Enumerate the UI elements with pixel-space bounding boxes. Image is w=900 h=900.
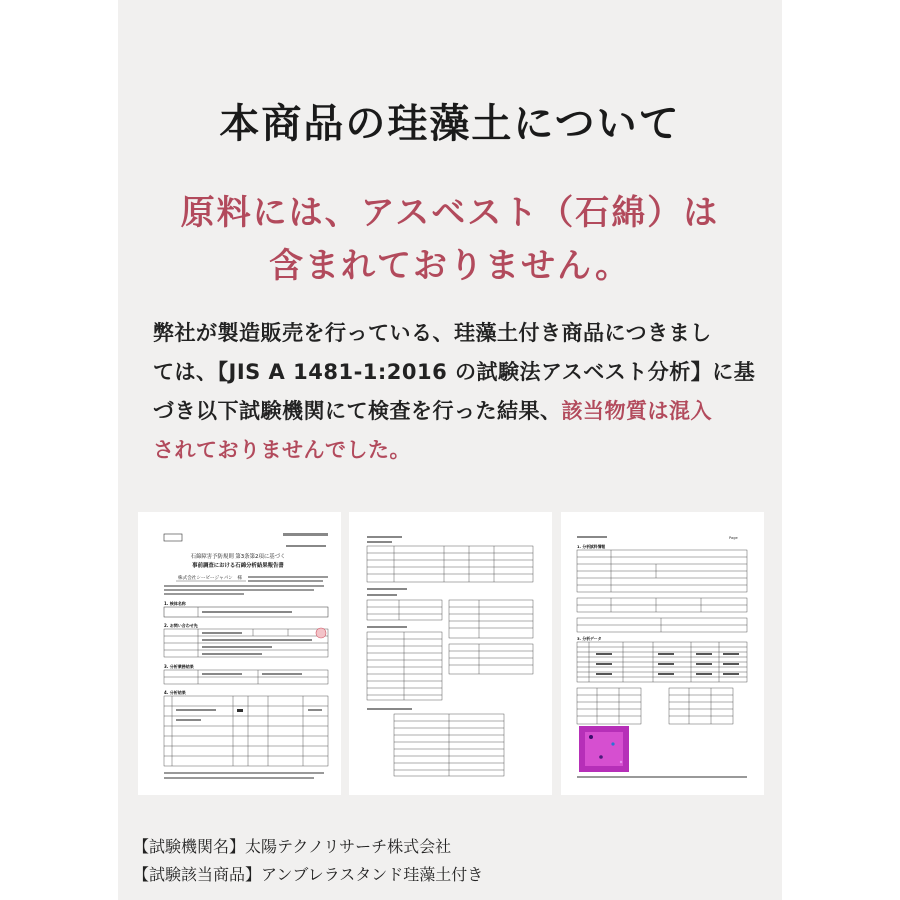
footer-lab: 【試験機関名】太陽テクノリサーチ株式会社 bbox=[133, 837, 452, 856]
report-page-1-graphic bbox=[138, 512, 341, 795]
report-title-line-2: 事前調査における石綿分析結果報告書 bbox=[192, 563, 284, 569]
report-page-2-graphic bbox=[349, 512, 552, 795]
description-line-1: 弊社が製造販売を行っている、珪藻土付き商品につきまし bbox=[153, 321, 712, 345]
report-section-4: 4. 分析結果 bbox=[164, 690, 186, 695]
report-page-2 bbox=[349, 512, 552, 795]
report-page-3-graphic bbox=[561, 512, 764, 795]
report-addressee: 株式会社シービージャパン 様 bbox=[178, 576, 242, 581]
description-line-3-normal: づき以下試験機関にて検査を行った結果、 bbox=[153, 399, 562, 423]
footer-product: 【試験該当商品】アンブレラスタンド珪藻土付き bbox=[133, 865, 484, 884]
report-section-2: 2. お問い合わせ先 bbox=[164, 623, 198, 628]
report-page-label: Page bbox=[729, 536, 738, 540]
report-page-3 bbox=[561, 512, 764, 795]
notice-line-2: 含まれておりません。 bbox=[268, 246, 632, 286]
description bbox=[153, 314, 763, 470]
description-line-4: されておりませんでした。 bbox=[153, 438, 411, 462]
description-line-3-highlight: 該当物質は混入 bbox=[561, 399, 712, 423]
description-line-3 bbox=[153, 392, 763, 431]
page-title: 本商品の珪藻土について bbox=[219, 101, 681, 147]
notice-line-1: 原料には、アスベスト（石綿）は bbox=[180, 193, 720, 233]
report-title-line-1: 石綿障害予防規則 第3条第2項に基づく bbox=[190, 554, 286, 560]
report-page-1 bbox=[138, 512, 341, 795]
report-3-section-3: 3. 分析データ bbox=[577, 636, 602, 641]
report-section-3: 3. 分析業務結果 bbox=[164, 664, 194, 669]
report-section-1: 1. 検体名称 bbox=[164, 601, 186, 606]
company-seal-icon bbox=[316, 628, 326, 638]
description-line-2: ては、【JIS A 1481-1:2016 の試験法アスベスト分析】に基 bbox=[153, 360, 756, 384]
report-3-section-1: 1. 分析試料情報 bbox=[577, 544, 606, 549]
